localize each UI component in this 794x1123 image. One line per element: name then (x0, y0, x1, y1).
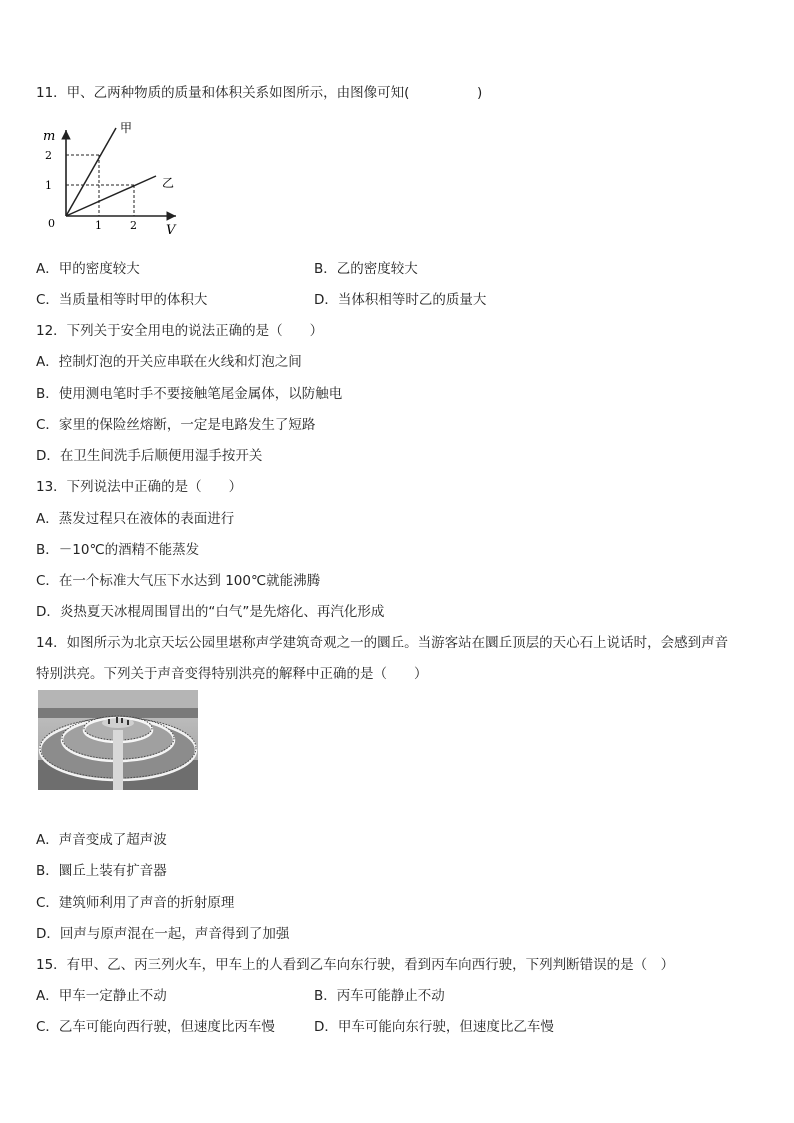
q11-option-a: A．甲的密度较大 (36, 261, 140, 277)
y-tick-2: 2 (45, 149, 52, 162)
origin-label: 0 (48, 217, 55, 230)
q15-option-b: B．丙车可能静止不动 (314, 988, 445, 1004)
q15-option-a: A．甲车一定静止不动 (36, 988, 167, 1004)
mass-volume-graph (36, 118, 186, 242)
q11-option-c: C．当质量相等时甲的体积大 (36, 292, 208, 308)
q12-option-d: D．在卫生间洗手后顺便用湿手按开关 (36, 448, 263, 464)
q11-option-d: D．当体积相等时乙的质量大 (314, 292, 487, 308)
line-yi-label: 乙 (162, 176, 175, 190)
q13-option-d: D．炎热夏天冰棍周围冒出的“白气”是先熔化、再汽化形成 (36, 604, 385, 620)
q12-option-c: C．家里的保险丝熔断，一定是电路发生了短路 (36, 417, 316, 433)
x-tick-2: 2 (130, 219, 137, 232)
line-yi (66, 176, 156, 216)
x-tick-1: 1 (95, 219, 102, 232)
y-tick-1: 1 (45, 179, 52, 192)
q11-stem: 11．甲、乙两种物质的质量和体积关系如图所示，由图像可知( ) (36, 85, 483, 101)
q13-option-c: C．在一个标准大气压下水达到 100℃就能沸腾 (36, 573, 321, 589)
circular-mound-altar-photo (38, 690, 198, 790)
q15-stem: 15．有甲、乙、丙三列火车，甲车上的人看到乙车向东行驶，看到丙车向西行驶，下列判断错误的是（ ） (36, 957, 675, 973)
q14-option-a: A．声音变成了超声波 (36, 832, 167, 848)
q12-option-a: A．控制灯泡的开关应串联在火线和灯泡之间 (36, 354, 302, 370)
q14-stem-line1: 14．如图所示为北京天坛公园里堪称声学建筑奇观之一的圜丘。当游客站在圜丘顶层的天心石上说话时，会感到声音 (36, 635, 729, 651)
q12-option-b: B．使用测电笔时手不要接触笔尾金属体，以防触电 (36, 386, 343, 402)
line-jia (66, 128, 116, 216)
q14-option-d: D．回声与原声混在一起，声音得到了加强 (36, 926, 290, 942)
x-axis-label: V (166, 223, 176, 238)
q15-option-c: C．乙车可能向西行驶，但速度比丙车慢 (36, 1019, 275, 1035)
q13-option-a: A．蒸发过程只在液体的表面进行 (36, 511, 235, 527)
y-axis-label: m (43, 129, 56, 144)
q14-option-b: B．圜丘上装有扩音器 (36, 863, 167, 879)
q15-option-d: D．甲车可能向东行驶，但速度比乙车慢 (314, 1019, 554, 1035)
q13-stem: 13．下列说法中正确的是（ ） (36, 479, 243, 495)
q14-option-c: C．建筑师利用了声音的折射原理 (36, 895, 235, 911)
q14-stem-line2: 特别洪亮。下列关于声音变得特别洪亮的解释中正确的是（ ） (36, 666, 428, 682)
q13-option-b: B．－10℃的酒精不能蒸发 (36, 542, 200, 558)
line-jia-label: 甲 (120, 121, 133, 135)
q11-option-b: B．乙的密度较大 (314, 261, 418, 277)
q12-stem: 12．下列关于安全用电的说法正确的是（ ） (36, 323, 324, 339)
